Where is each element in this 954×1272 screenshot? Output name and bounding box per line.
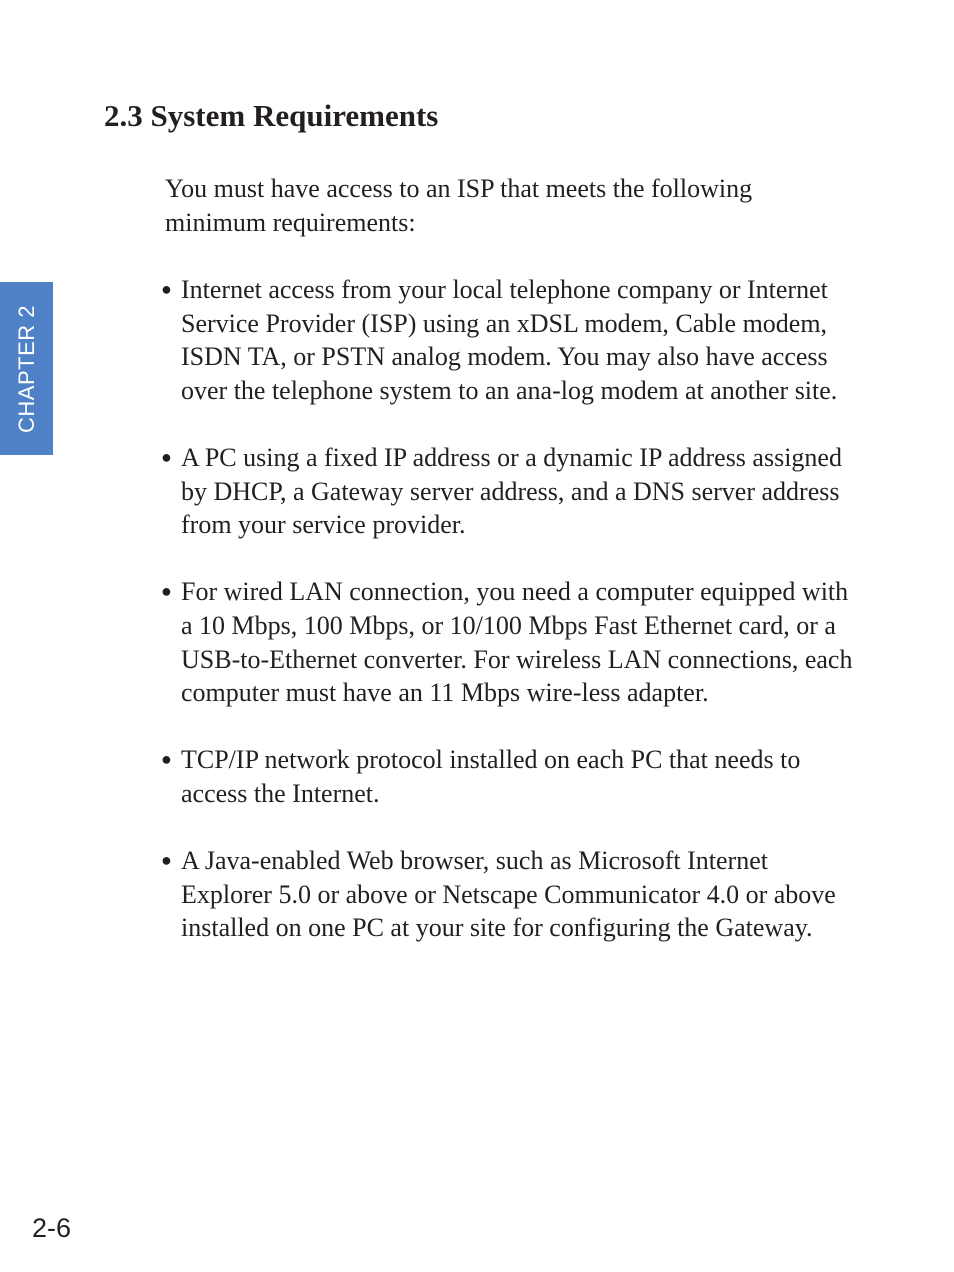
requirement-text: For wired LAN connection, you need a computer equipped with a 10 Mbps, 100 Mbps, or 10/100 Mbps Fast Ethernet card, or a USB-to-Ethernet converter. For wireless LAN connections, each computer must have an 11 Mbps wire-less adapter. bbox=[181, 577, 853, 708]
requirement-item-pc bbox=[161, 441, 861, 542]
chapter-tab bbox=[0, 282, 53, 455]
requirement-text: A Java-enabled Web browser, such as Microsoft Internet Explorer 5.0 or above or Netscape Communicator 4.0 or above installed on one PC at your site for configuring the Gateway. bbox=[181, 846, 836, 943]
requirements-list bbox=[161, 273, 861, 978]
requirement-text: TCP/IP network protocol installed on each PC that needs to access the Internet. bbox=[181, 745, 801, 808]
page-number: 2-6 bbox=[32, 1213, 72, 1243]
bullet-icon: ● bbox=[161, 749, 172, 770]
chapter-tab-label: CHAPTER 2 bbox=[13, 304, 39, 433]
intro-paragraph: You must have access to an ISP that meets the following minimum requirements: bbox=[165, 174, 753, 237]
bullet-icon: ● bbox=[161, 446, 172, 467]
requirement-item-tcpip bbox=[161, 743, 861, 810]
bullet-icon: ● bbox=[161, 581, 172, 602]
requirement-item-lan bbox=[161, 575, 861, 709]
bullet-icon: ● bbox=[161, 279, 172, 299]
requirement-item-isp bbox=[161, 273, 861, 407]
requirement-text: A PC using a fixed IP address or a dynamic IP address assigned by DHCP, a Gateway server address, and a DNS server address from your service provider. bbox=[181, 442, 842, 540]
section-title: 2.3 System Requirements bbox=[104, 98, 439, 133]
requirement-item-browser bbox=[161, 844, 861, 945]
requirement-text: Internet access from your local telephone company or Internet Service Provider (ISP) using an xDSL modem, Cable modem, ISDN TA, or PSTN analog modem. You may also have access over the telephone system to an ana-log modem at another site. bbox=[181, 275, 838, 405]
bullet-icon: ● bbox=[161, 850, 172, 871]
